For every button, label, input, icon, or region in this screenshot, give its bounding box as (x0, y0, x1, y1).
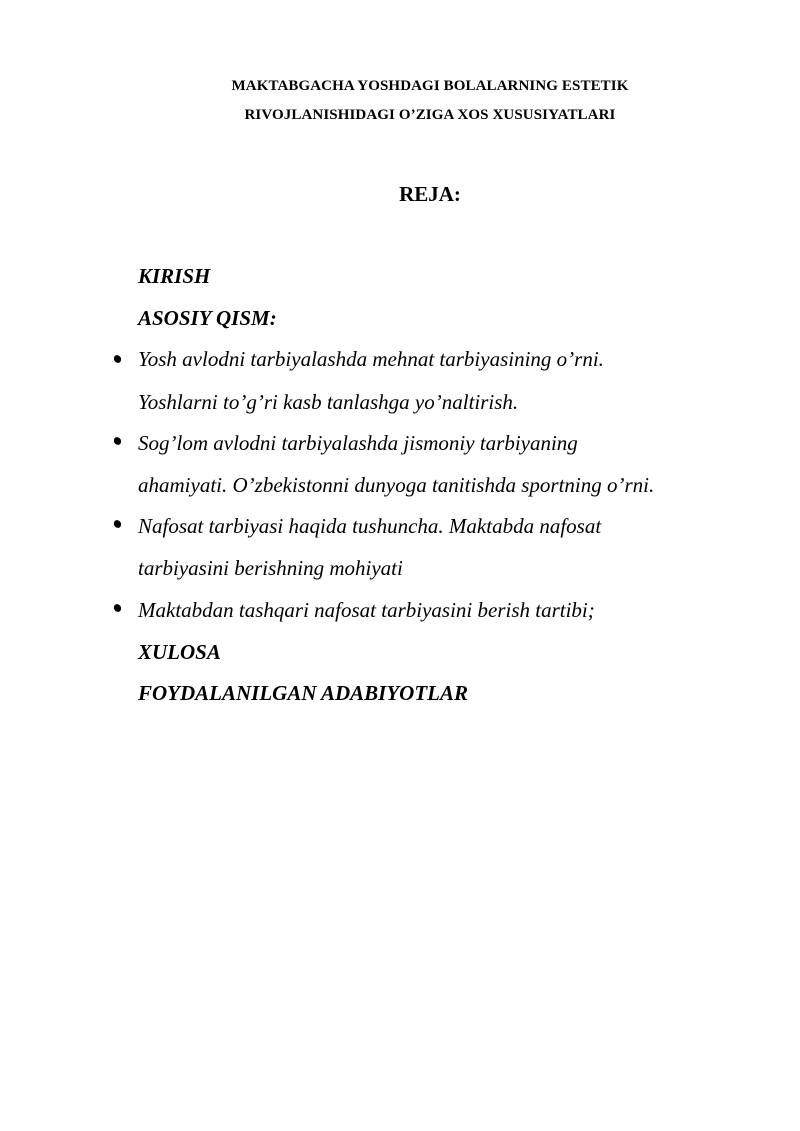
list-item-1-line-2: Yoshlarni to’g’ri kasb tanlashga yo’naltirish. (138, 390, 519, 414)
list-item-3-line-1: Nafosat tarbiyasi haqida tushuncha. Maktabda nafosat (138, 514, 602, 538)
document-title-line-1: MAKTABGACHA YOSHDAGI BOLALARNING ESTETIK (231, 78, 629, 94)
document-title-line-2: RIVOJLANISHIDAGI O’ZIGA XOS XUSUSIYATLARI (244, 107, 616, 123)
section-main-part: ASOSIY QISM: (138, 306, 277, 330)
bullet-icon (112, 354, 122, 364)
list-item-4-line-1: Maktabdan tashqari nafosat tarbiyasini berish tartibi; (138, 598, 595, 622)
list-item-1-line-1: Yosh avlodni tarbiyalashda mehnat tarbiyasining o’rni. (138, 347, 604, 371)
section-references: FOYDALANILGAN ADABIYOTLAR (138, 681, 469, 705)
plan-heading: REJA: (399, 182, 461, 206)
bullet-icon (112, 436, 122, 446)
list-item-2-line-2: ahamiyati. O’zbekistonni dunyoga tanitishda sportning o’rni. (138, 473, 655, 497)
list-item-3-line-2: tarbiyasini berishning mohiyati (138, 556, 403, 580)
bullet-icon (112, 603, 122, 613)
list-item-2-line-1: Sog’lom avlodni tarbiyalashda jismoniy tarbiyaning (138, 431, 578, 455)
section-conclusion: XULOSA (138, 640, 221, 664)
section-intro: KIRISH (138, 264, 211, 288)
bullet-icon (112, 519, 122, 529)
